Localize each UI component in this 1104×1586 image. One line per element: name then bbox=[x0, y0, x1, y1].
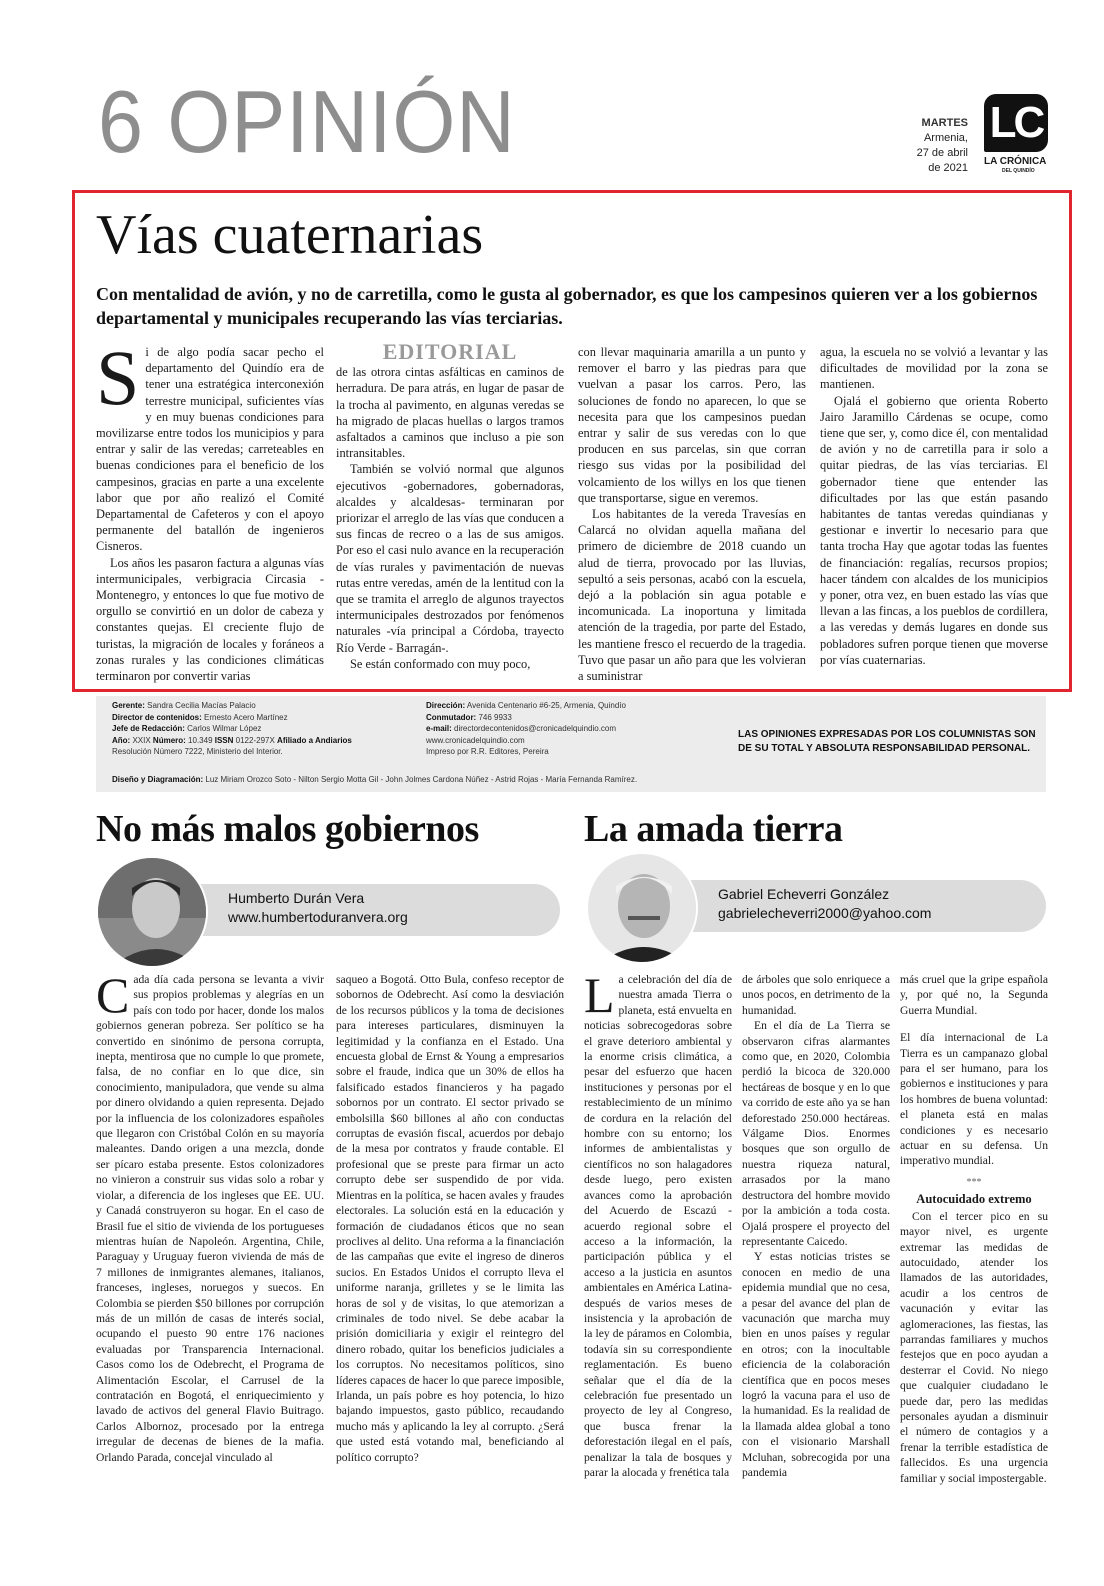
editorial-column-2 bbox=[336, 339, 564, 672]
credit-label: ISSN bbox=[214, 735, 234, 745]
credits-design bbox=[112, 774, 1032, 786]
credit-value: XXIX bbox=[132, 735, 151, 745]
portrait-gabriel-echeverri-gonzalez bbox=[586, 852, 698, 964]
credits-disclaimer: LAS OPINIONES EXPRESADAS POR LOS COLUMNISTAS SON DE SU TOTAL Y ABSOLUTA RESPONSABILIDAD PERSONAL. bbox=[738, 729, 1036, 754]
date-line-2: de 2021 bbox=[928, 162, 968, 174]
portrait-photo-icon bbox=[98, 858, 208, 968]
logo-sub: DEL QUINDÍO bbox=[1002, 168, 1035, 174]
date-line-1: 27 de abril bbox=[916, 147, 968, 159]
column-right-text-1 bbox=[584, 967, 732, 1480]
column-paragraph bbox=[584, 967, 732, 1480]
credit-value: Sandra Cecilia Macías Palacio bbox=[147, 701, 256, 710]
date-day: MARTES bbox=[921, 117, 968, 129]
logo-name: LA CRÓNICA bbox=[984, 156, 1047, 167]
column-right-text-3 bbox=[900, 972, 1048, 1486]
column-paragraph: más cruel que la gripe española y, por qué no, la Segunda Guerra Mundial. bbox=[900, 973, 1048, 1017]
credit-value: 746 9933 bbox=[478, 712, 512, 722]
column-right-dropcap: L bbox=[584, 967, 615, 1023]
column-left-author: Humberto Durán Vera bbox=[228, 890, 365, 906]
column-paragraph: En el día de La Tierra se observaron cifras alarmantes como que, en 2020, Colombia perdió la bicoca de 320.000 hectáreas de bosque y en lo que va corrido de este año ya se han deforestado 250.000 hectáreas. Válgame Dios. Enormes bosques que son orgullo de nuestra riqueza natural, arrasados por la mano destructora del hombre movido por la ambición a toda costa. Ojalá prospere el proyecto del representante Caicedo. bbox=[742, 1019, 890, 1248]
credit-label: Jefe de Redacción: bbox=[112, 724, 185, 733]
column-left-text-2 bbox=[336, 972, 564, 1465]
credit-value: 10.349 bbox=[188, 735, 213, 745]
logo-mark: LC bbox=[984, 94, 1048, 152]
credit-label: Director de contenidos: bbox=[112, 712, 202, 722]
column-left-author-bar bbox=[150, 884, 560, 936]
column-paragraph: El día internacional de La Tierra es un campanazo global para el ser humano, para los gobiernos e instituciones y para los hombres de buena voluntad: el planeta está en malas condiciones y es necesario actuar en su defensa. Un imperativo mundial. bbox=[900, 1031, 1048, 1168]
editorial-paragraph: con llevar maquinaria amarilla a un punto y remover el barro y las piedras para que vuelvan a pasar los carros. Pero, las soluciones de fondo no aparecen, lo que se necesita para que los campesinos puedan entrar y salir de sus veredas con lo que producen en sus parcelas, sin que corran riesgo sus vidas por la posibilidad del volcamiento de los willys en los que tienen que transportarse, sigue en veremos. bbox=[578, 345, 806, 505]
credit-affiliation: Afiliado a Andiarios bbox=[277, 735, 352, 745]
column-paragraph: Y estas noticias tristes se conocen en medio de una epidemia mundial que no cesa, a pesar del avance del plan de vacunación que marcha muy bien en unos países y regular en otros; con la inocultable eficiencia de la colaboración científica que en pocos meses logró la vacuna para el uso de la humanidad. Es la realidad de la llamada aldea global a tono con el visionario Marshall Mcluhan, sobrecogida por una pandemia bbox=[742, 1250, 890, 1479]
credit-resolution: Resolución Número 7222, Ministerio del Interior. bbox=[112, 747, 283, 756]
editorial-title: Vías cuaternarias bbox=[96, 204, 484, 266]
editorial-column-1 bbox=[96, 334, 324, 684]
credit-label: Gerente: bbox=[112, 701, 145, 710]
date-block bbox=[917, 116, 968, 176]
column-left-title: No más malos gobiernos bbox=[96, 808, 479, 850]
credit-label: Año: bbox=[112, 735, 131, 745]
editorial-column-4 bbox=[820, 344, 1048, 668]
column-right-title: La amada tierra bbox=[584, 808, 843, 850]
column-left-dropcap: C bbox=[96, 967, 130, 1023]
credit-value: Luz Miriam Orozco Soto - Nilton Sergio Motta Gil - John Jolmes Cardona Núñez - Astrid Rojas - María Fernanda Ramírez. bbox=[205, 775, 638, 784]
credit-value: Carlos Wilmar López bbox=[187, 724, 262, 733]
credit-label: Dirección: bbox=[426, 701, 466, 710]
editorial-paragraph: También se volvió normal que algunos ejecutivos -gobernadores, gobernadoras, alcaldes y alcaldesas- terminaran por priorizar el arreglo de las vías que conducen a sus fincas de recreo o a las de sus amigos. Por eso el casi nulo avance en la recuperación de vías rurales y pavimentación de nuevas rutas entre veredas, amén de la lentitud con la que se tramita el arreglo de algunos trayectos intermunicipales destrozados por fenómenos naturales -vía principal a Córdoba, trayecto Río Verde - Barragán-. bbox=[336, 462, 564, 655]
editorial-dropcap: S bbox=[96, 334, 140, 421]
column-right-author-bar bbox=[640, 880, 1046, 932]
portrait-humberto-duran-vera bbox=[96, 856, 208, 968]
credit-email-link[interactable]: directordecontenidos@cronicadelquindio.com bbox=[454, 724, 617, 733]
editorial-column-3 bbox=[578, 344, 806, 684]
credits-contact bbox=[426, 700, 726, 758]
column-left-author-web[interactable]: www.humbertoduranvera.org bbox=[228, 909, 408, 925]
editorial-paragraph bbox=[96, 334, 324, 555]
credits-box bbox=[96, 696, 1046, 792]
date-city: Armenia, bbox=[923, 132, 968, 144]
column-right-author-email[interactable]: gabrielecheverri2000@yahoo.com bbox=[718, 905, 932, 921]
editorial-lede: Con mentalidad de avión, y no de carretilla, como le gusta al gobernador, es que los campesinos quieren ver a los gobiernos departamental y municipales recuperando las vías terciarias. bbox=[96, 284, 1038, 328]
editorial-label: EDITORIAL bbox=[382, 339, 518, 364]
credit-label: Conmutador: bbox=[426, 712, 477, 722]
editorial-paragraph: Ojalá el gobierno que orienta Roberto Jairo Jaramillo Cárdenas se ocupe, como tiene que ser, y, como dice él, con mentalidad de avión y no de carretilla para ir solo a quitar piedras, de las vías terciarias. El gobernador tiene que entender las dificultades por las que están pasando habitantes de tantas veredas quindianas y gestionar e invertir lo necesario para que tanta trocha Hay que agotar todas las fuentes de financiación: regalías, recursos propios; hacer tándem con alcaldes de los municipios y poner, otra vez, en buen estado las vías que llevan a las fincas, a los pueblos de cordillera, a las veredas y demás lugares en donde sus pobladores sufren porque tienen que moverse por vías cuaternarias. bbox=[820, 393, 1048, 667]
section-title: 6 OPINIÓN bbox=[98, 72, 516, 171]
credit-printer: Impreso por R.R. Editores, Pereira bbox=[426, 747, 549, 756]
column-paragraph: saqueo a Bogotá. Otto Bula, confeso receptor de sobornos de Odebrecht. Así como la desviación de los recursos públicos y la toma de decisiones para intereses particulares, disminuyen la legitimidad y la confianza en el Estado. Una encuesta global de Ernst & Young a empresarios sobre el fraude, indica que un 30% de ellos ha falsificado estados financieros y ha pagado sobornos por un contrato. El sector privado se embolsilla $60 billones al año con conductas corruptas de evasión fiscal, acuerdos por debajo de la mesa por contratos y fraude contable. El profesional que se preste para firmar un acto corrupto debe ser suspendido de por vida. Mientras en la política, se hacen avales y fraudes electorales. La solución está en la educación y formación de ciudadanos éticos que no sean proclives al delito. Una reforma a la financiación de las campañas que evite el ingreso de dineros sucios. En Estados Unidos el corrupto lleva el uniforme naranja, grilletes y se le limita las horas de sol y de visitas, lo que atemorizan a criminales de todo nivel. Se debe acabar la prisión domiciliaria y exigir el reintegro del dinero robado, quitar los beneficios judiciales a los corruptos. No necesitamos políticos, sino líderes capaces de hacer lo que parece imposible, Irlanda, un país pobre es hoy potencia, lo hizo bajando impuestos, gasto público, recaudando mucho más y aplicando la ley al corrupto. ¿Será que usted está votando mal, beneficiando al político corrupto? bbox=[336, 973, 564, 1464]
la-cronica-logo bbox=[984, 94, 1052, 184]
column-paragraph bbox=[96, 967, 324, 1465]
credit-label: Número: bbox=[152, 735, 186, 745]
column-paragraph: Con el tercer pico en su mayor nivel, es urgente extremar las medidas de autocuidado, atender los llamados de las autoridades, acudir a los centros de vacunación y evitar las aglomeraciones, las fiestas, las parrandas familiares y muchos festejos que en poco ayudan a desterrar el Covid. No niego que cualquier ciudadano le puede dar, pero las medidas personales ayudan a disminuir el número de contagios y a frenar la terrible estadística de fallecidos. Es una urgencia familiar y social impostergable. bbox=[900, 1209, 1048, 1485]
column-paragraph: de árboles que solo enriquece a unos pocos, en detrimento de la humanidad. bbox=[742, 973, 890, 1017]
editorial-paragraph: Los habitantes de la vereda Travesías en Calarcá no olvidan aquella mañana del primero de diciembre de 2018 cuando un alud de tierra, provocado por las lluvias, sepultó a seis personas, acabó con la escuela, dejó a la población sin agua potable e incomunicada. La inoportuna y limitada atención de la tragedia, por parte del Estado, les mantiene fresco el recuerdo de la tragedia. Tuvo que pasar un año para que les volvieran a suministrar bbox=[578, 507, 806, 684]
editorial-paragraph: de las otrora cintas asfálticas en caminos de herradura. De para atrás, en lugar de pasar de la trocha al pavimento, en algunas veredas se ha migrado de placas huellas o largos tramos asfaltados a caminos que incluso a pie son intransitables. bbox=[336, 365, 564, 461]
credit-value: Ernesto Acero Martínez bbox=[204, 712, 288, 722]
column-text: ada día cada persona se levanta a vivir sus propios problemas y alegrías en un país con todo por hacer, donde los malos gobiernos generan pobreza. Ser político se ha convertido en sinónimo de persona corrupta, inepta, mentirosa que no cumple lo que promete, falsa, de no confiar en lo que dice, sin conocimiento, manipuladora, que vende su alma por dinero olvidando a quien representa. Dejado por la influencia de los colonizadores españoles que llegaron con Cristóbal Colón en su mayoría maleantes. Dando origen a una mezcla, donde ser pícaro estaba presente. Estos colonizadores no vinieron a construir sus vidas solo a robar y violar, a diferencia de los ingleses que EE. UU. y Canadá construyeron su hogar. En el caso de Brasil fue el sitio de vivienda de los portugueses mientras huían de Napoleón. Argentina, Chile, Paraguay y Uruguay fueron vivienda de más de 7 millones de inmigrantes alemanes, italianos, franceses, ingleses, noruegos y suecos. En Colombia se pierden $50 billones por corrupción más de un millón de casas de interés social, ocupando el puesto 90 entre 176 naciones evaluadas por Transparencia Internacional. Casos como los de Odebrecht, el Programa de Alimentación Escolar, el Carrusel de la contratación en Bogotá, el enriquecimiento y lavado de activos del general Flavio Buitrago. Carlos Albornoz, procesado por la entrega irregular de decenas de bienes de la mafia. Orlando Parada, concejal vinculado al bbox=[96, 973, 324, 1464]
editorial-text: i de algo podía sacar pecho el departamento del Quindío era de tener una estratégica interconexión terrestre municipal, suficientes vías y en muy buenas condiciones para movilizarse entre todos los municipios y para entrar y salir de las veredas; carreteables en buenas condiciones para el beneficio de los campesinos, gracias en parte a una excelente labor que por año realizó el Comité Departamental de Cafeteros y con el apoyo permanente del batallón de ingenieros Cisneros. bbox=[96, 345, 324, 554]
credit-label: Diseño y Diagramación: bbox=[112, 775, 204, 784]
column-left-text-1 bbox=[96, 967, 324, 1465]
column-right-subhead: Autocuidado extremo bbox=[916, 1192, 1032, 1207]
credits-staff bbox=[112, 700, 412, 758]
credit-web-link[interactable]: www.cronicadelquindio.com bbox=[426, 735, 525, 745]
editorial-paragraph: agua, la escuela no se volvió a levantar y las dificultades de movilidad por la zona se mantienen. bbox=[820, 345, 1048, 392]
credit-label: e-mail: bbox=[426, 724, 452, 733]
editorial-paragraph: Los años les pasaron factura a algunas vías intermunicipales, verbigracia Circasia - Montenegro, y entonces lo que fue motivo de orgullo se convirtió en un dolor de cabeza y constantes quejas. El creciente flujo de turistas, la migración de locales y foráneos a zonas rurales y las condiciones climáticas terminaron por convertir varias bbox=[96, 555, 324, 684]
credit-value: 0122-297X bbox=[235, 735, 275, 745]
editorial-paragraph: Se están conformado con muy poco, bbox=[350, 656, 531, 671]
credit-value: Avenida Centenario #6-25, Armenia, Quindío bbox=[466, 701, 626, 710]
column-right-author: Gabriel Echeverri González bbox=[718, 886, 890, 902]
section-separator: *** bbox=[966, 1176, 982, 1188]
column-right-text-2 bbox=[742, 972, 890, 1480]
column-text: a celebración del día de nuestra amada Tierra o planeta, está envuelta en noticias sobrecogedoras sobre el grave deterioro ambiental y la enorme crisis climática, a pesar del esfuerzo que hacen instituciones y personas por el restablecimiento de un mínimo de cordura en la relación del hombre con su entorno; los informes de ambientalistas y científicos no son halagadores desde luego, pero existen avances como la aprobación del Acuerdo de Escazú -acuerdo regional sobre el acceso a la información, la participación pública y el acceso a la justicia en asuntos ambientales en América Latina- después de varios meses de insistencia y la aprobación de la ley de páramos en Colombia, todavía sin su correspondiente reglamentación. Es bueno señalar que el día de la celebración fue presentado un proyecto de ley al Congreso, que busca frenar la deforestación ilegal en el país, penalizar la tala de bosques y parar la alocada y frenética tala bbox=[584, 973, 732, 1479]
portrait-photo-icon bbox=[588, 854, 698, 964]
